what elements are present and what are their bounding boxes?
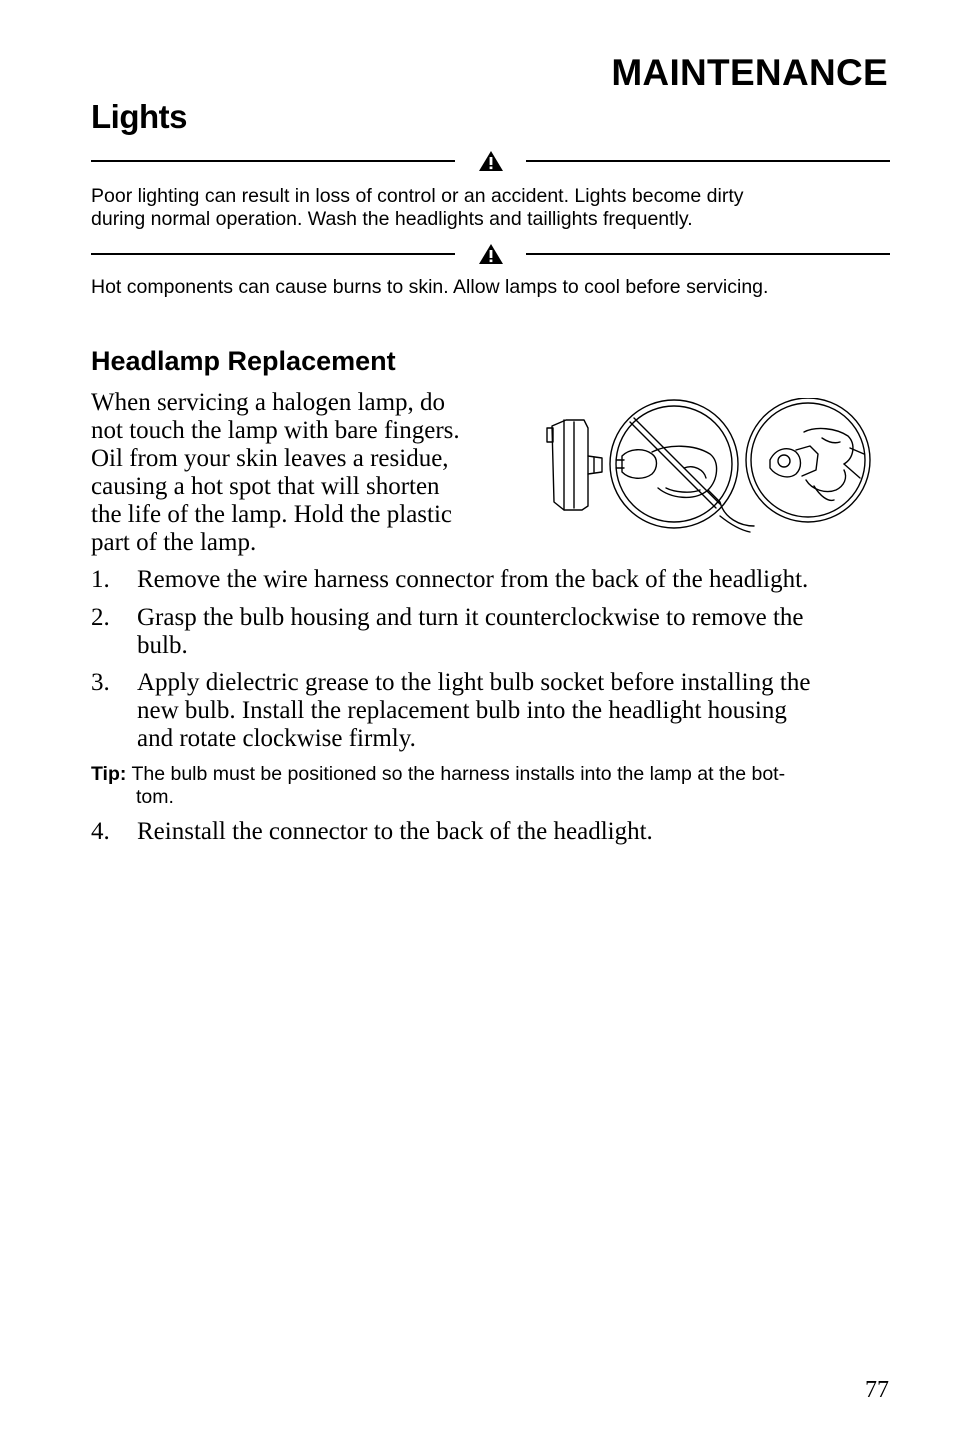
warning-divider [91, 150, 890, 174]
list-item: 2. Grasp the bulb housing and turn it counterclockwise to remove the bulb. [91, 604, 804, 659]
tip-note: Tip: The bulb must be positioned so the harness installs into the lamp at the bot- tom. [91, 763, 786, 808]
warning-text: Hot components can cause burns to skin. Allow lamps to cool before servicing. [91, 276, 769, 298]
warning-text: Poor lighting can result in loss of control or an accident. Lights become dirty during normal operation. Wash the headlights and taillights frequently. [91, 185, 744, 230]
subsection-heading: Headlamp Replacement [91, 346, 396, 376]
list-item: 1. Remove the wire harness connector from the back of the headlight. [91, 566, 809, 593]
headlamp-bulb-illustration [544, 398, 874, 548]
warning-triangle-icon [478, 243, 504, 265]
intro-paragraph: When servicing a halogen lamp, do not touch the lamp with bare fingers. Oil from your skin leaves a residue, causing a hot spot that will shorten the life of the lamp. Hold the plastic part of the lamp. [91, 389, 460, 556]
list-item: 3. Apply dielectric grease to the light bulb socket before installing the new bulb. Install the replacement bulb into the headlight housing and rotate clockwise firmly. [91, 669, 811, 752]
list-item: 4. Reinstall the connector to the back of the headlight. [91, 818, 653, 845]
page-number: 77 [865, 1377, 889, 1403]
warning-divider [91, 243, 890, 267]
page-heading: Lights [91, 98, 187, 135]
warning-triangle-icon [478, 150, 504, 172]
section-title: MAINTENANCE [611, 52, 888, 93]
tip-label: Tip: [91, 763, 127, 785]
